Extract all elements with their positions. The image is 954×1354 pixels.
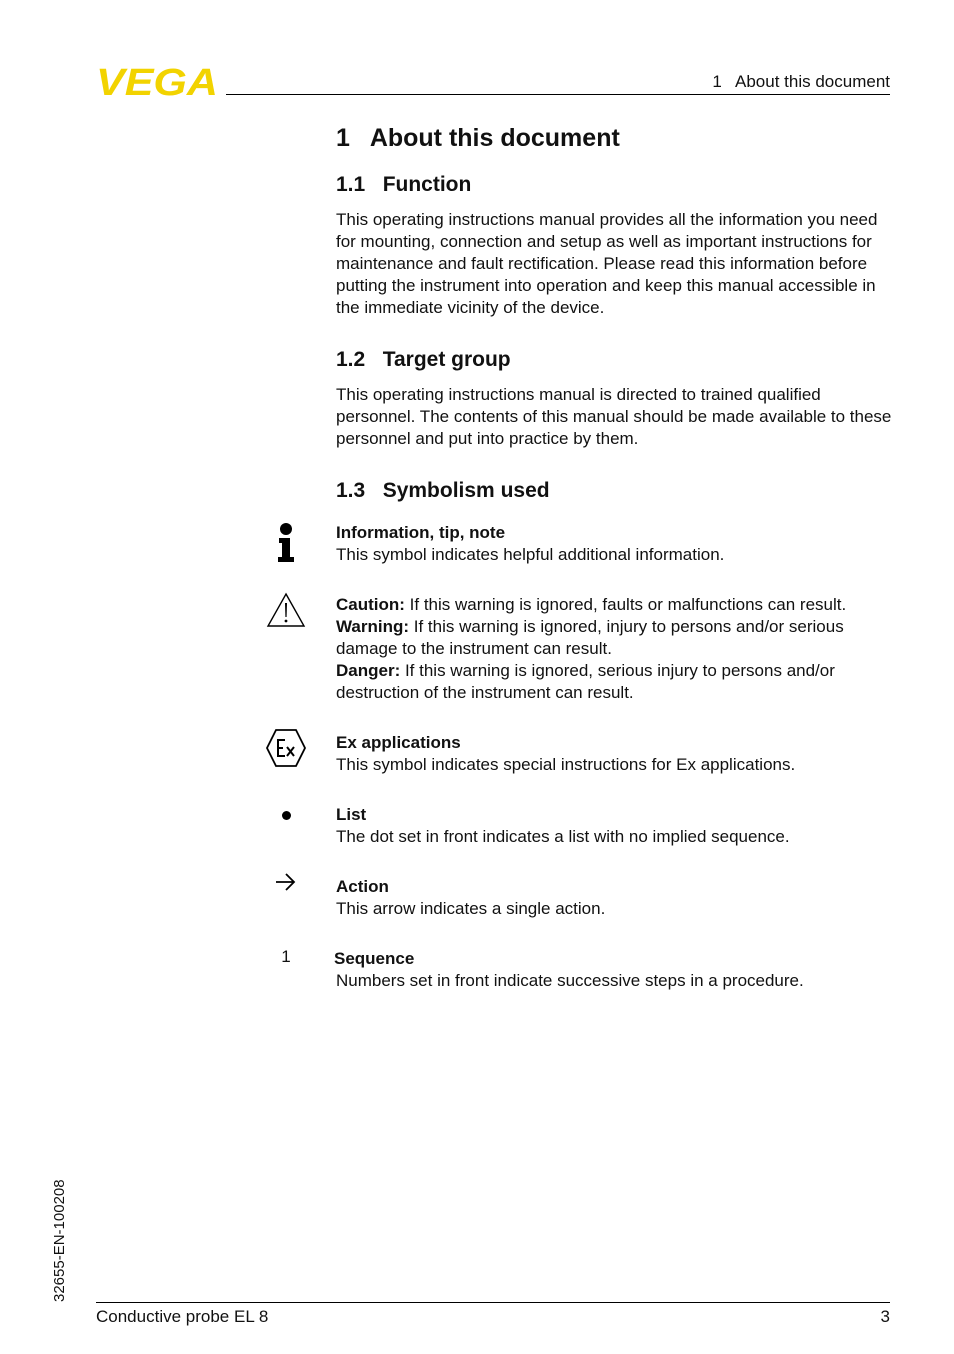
danger-line	[336, 660, 892, 704]
sequence-number-label: 1	[281, 947, 291, 966]
footer-rule	[96, 1302, 890, 1303]
section-symbolism	[281, 476, 892, 992]
document-code: 32655-EN-100208	[51, 1179, 68, 1302]
page-number: 3	[880, 1307, 890, 1326]
symbol-title: List	[336, 805, 367, 824]
symbol-text: This arrow indicates a single action.	[336, 899, 606, 918]
symbol-sequence	[281, 947, 892, 992]
logo-text: VEGA	[96, 64, 218, 98]
symbol-warning	[336, 594, 892, 704]
symbol-action	[336, 876, 892, 920]
header-chapter: 1 About this document	[712, 72, 890, 91]
arrow-right-icon	[264, 870, 308, 914]
section-body: This operating instructions manual provides all the information you need for mounting, connection and setup as well as important instructions for maintenance and fault rectification. Please read this information before putting the instrument into operation and keep this manual accessible in the immediate vicinity of the device.	[336, 210, 878, 317]
sequence-number	[264, 946, 308, 990]
danger-text: If this warning is ignored, serious injury to persons and/or destruction of the instrument can result.	[336, 661, 835, 702]
section-title: 1.2 Target group	[336, 348, 511, 371]
section-title: 1.3 Symbolism used	[336, 479, 550, 502]
symbol-text: This symbol indicates helpful additional information.	[336, 545, 725, 564]
symbol-title: Ex applications	[336, 733, 461, 752]
section-target-group	[336, 345, 892, 450]
caution-line	[336, 594, 892, 616]
warning-label: Warning:	[336, 617, 410, 636]
warning-line	[336, 616, 892, 660]
warning-text: If this warning is ignored, injury to persons and/or serious damage to the instrument can result.	[336, 617, 844, 658]
symbol-title: Sequence	[334, 949, 415, 968]
ex-hexagon-icon	[264, 728, 308, 772]
symbol-ex	[336, 732, 892, 776]
section-body: This operating instructions manual is directed to trained qualified personnel. The contents of this manual should be made available to these personnel and put into practice by them.	[336, 385, 892, 448]
symbol-title: Action	[336, 877, 389, 896]
warning-triangle-icon	[264, 592, 308, 636]
section-function	[336, 170, 892, 319]
section-title: 1.1 Function	[336, 173, 472, 196]
symbol-info	[336, 522, 892, 566]
symbol-text: The dot set in front indicates a list with no implied sequence.	[336, 827, 790, 846]
chapter-title: 1 About this document	[336, 124, 620, 152]
danger-label: Danger:	[336, 661, 401, 680]
bullet-dot-icon	[264, 804, 308, 848]
footer-product: Conductive probe EL 8	[96, 1307, 269, 1326]
header-rule	[226, 94, 890, 95]
info-icon	[264, 522, 308, 566]
symbol-text: This symbol indicates special instructions for Ex applications.	[336, 755, 796, 774]
page-content	[281, 120, 892, 1020]
symbol-title: Information, tip, note	[336, 523, 506, 542]
vega-logo	[96, 64, 220, 98]
caution-label: Caution:	[336, 595, 405, 614]
symbol-text: Numbers set in front indicate successive steps in a procedure.	[336, 971, 804, 990]
symbol-list	[336, 804, 892, 848]
caution-text: If this warning is ignored, faults or malfunctions can result.	[404, 595, 847, 614]
